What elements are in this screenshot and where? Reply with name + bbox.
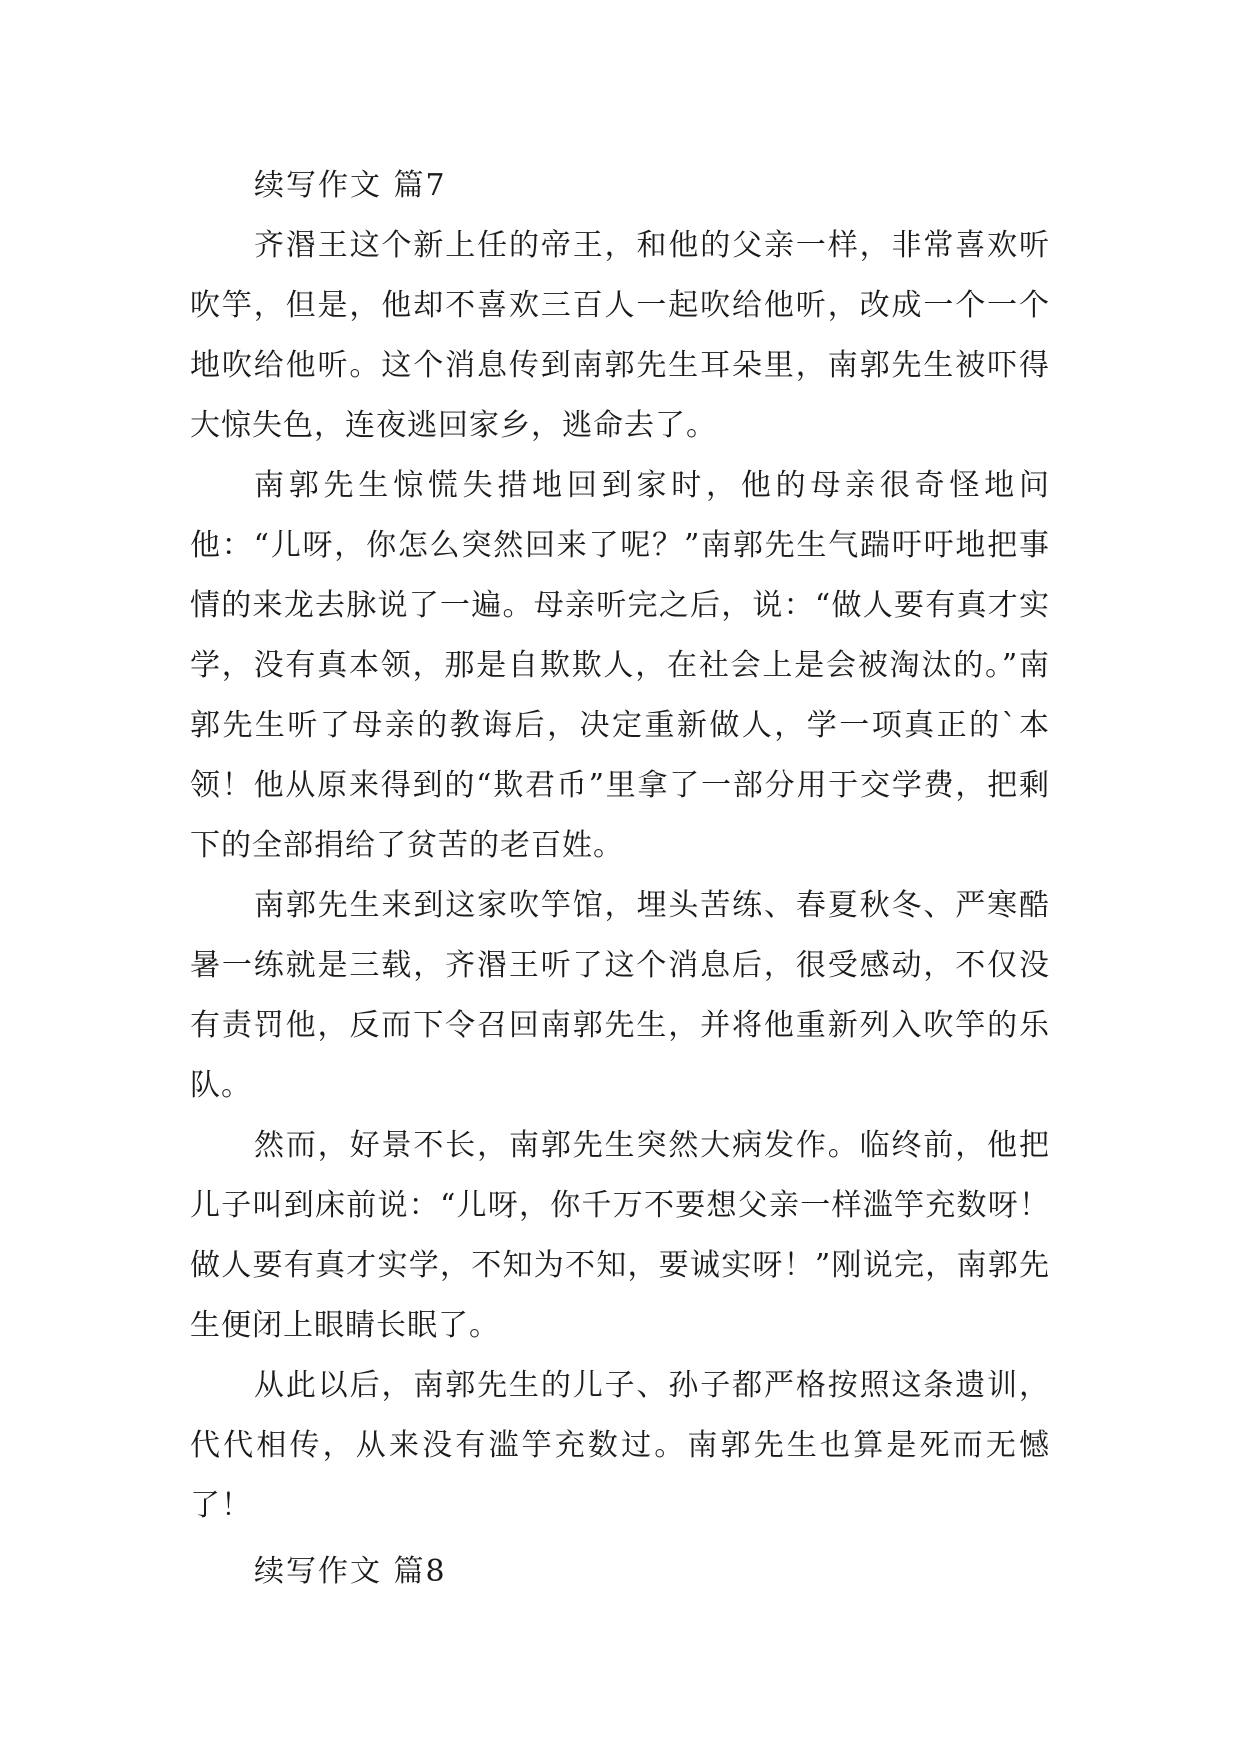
paragraph-3: 南郭先生来到这家吹竽馆，埋头苦练、春夏秋冬、严寒酷暑一练就是三载，齐湣王听了这个消息后，很受感动，不仅没有责罚他，反而下令召回南郭先生，并将他重新列入吹竽的乐队。 (190, 888, 1050, 1103)
paragraph-4: 然而，好景不长，南郭先生突然大病发作。临终前，他把儿子叫到床前说：“儿呀，你千万不要想父亲一样滥竽充数呀！做人要有真才实学，不知为不知，要诚实呀！”刚说完，南郭先生便闭上眼睛长眠了。 (190, 1128, 1050, 1343)
paragraph-5: 从此以后，南郭先生的儿子、孙子都严格按照这条遗训，代代相传，从来没有滥竽充数过。南郭先生也算是死而无憾了！ (190, 1368, 1050, 1523)
section-heading-8: 续写作文 篇8 (254, 1554, 447, 1589)
paragraph-1: 齐湣王这个新上任的帝王，和他的父亲一样，非常喜欢听吹竽，但是，他却不喜欢三百人一起吹给他听，改成一个一个地吹给他听。这个消息传到南郭先生耳朵里，南郭先生被吓得大惊失色，连夜逃回家乡，逃命去了。 (190, 228, 1050, 443)
section-heading-7: 续写作文 篇7 (254, 168, 447, 203)
paragraph-2: 南郭先生惊慌失措地回到家时，他的母亲很奇怪地问他：“儿呀，你怎么突然回来了呢？”南郭先生气踹吁吁地把事情的来龙去脉说了一遍。母亲听完之后，说：“做人要有真才实学，没有真本领，那是自欺欺人，在社会上是会被淘汰的。”南郭先生听了母亲的教诲后，决定重新做人，学一项真正的`本领！他从原来得到的“欺君币”里拿了一部分用于交学费，把剩下的全部捐给了贫苦的老百姓。 (190, 468, 1050, 863)
document-body (190, 156, 1050, 1602)
